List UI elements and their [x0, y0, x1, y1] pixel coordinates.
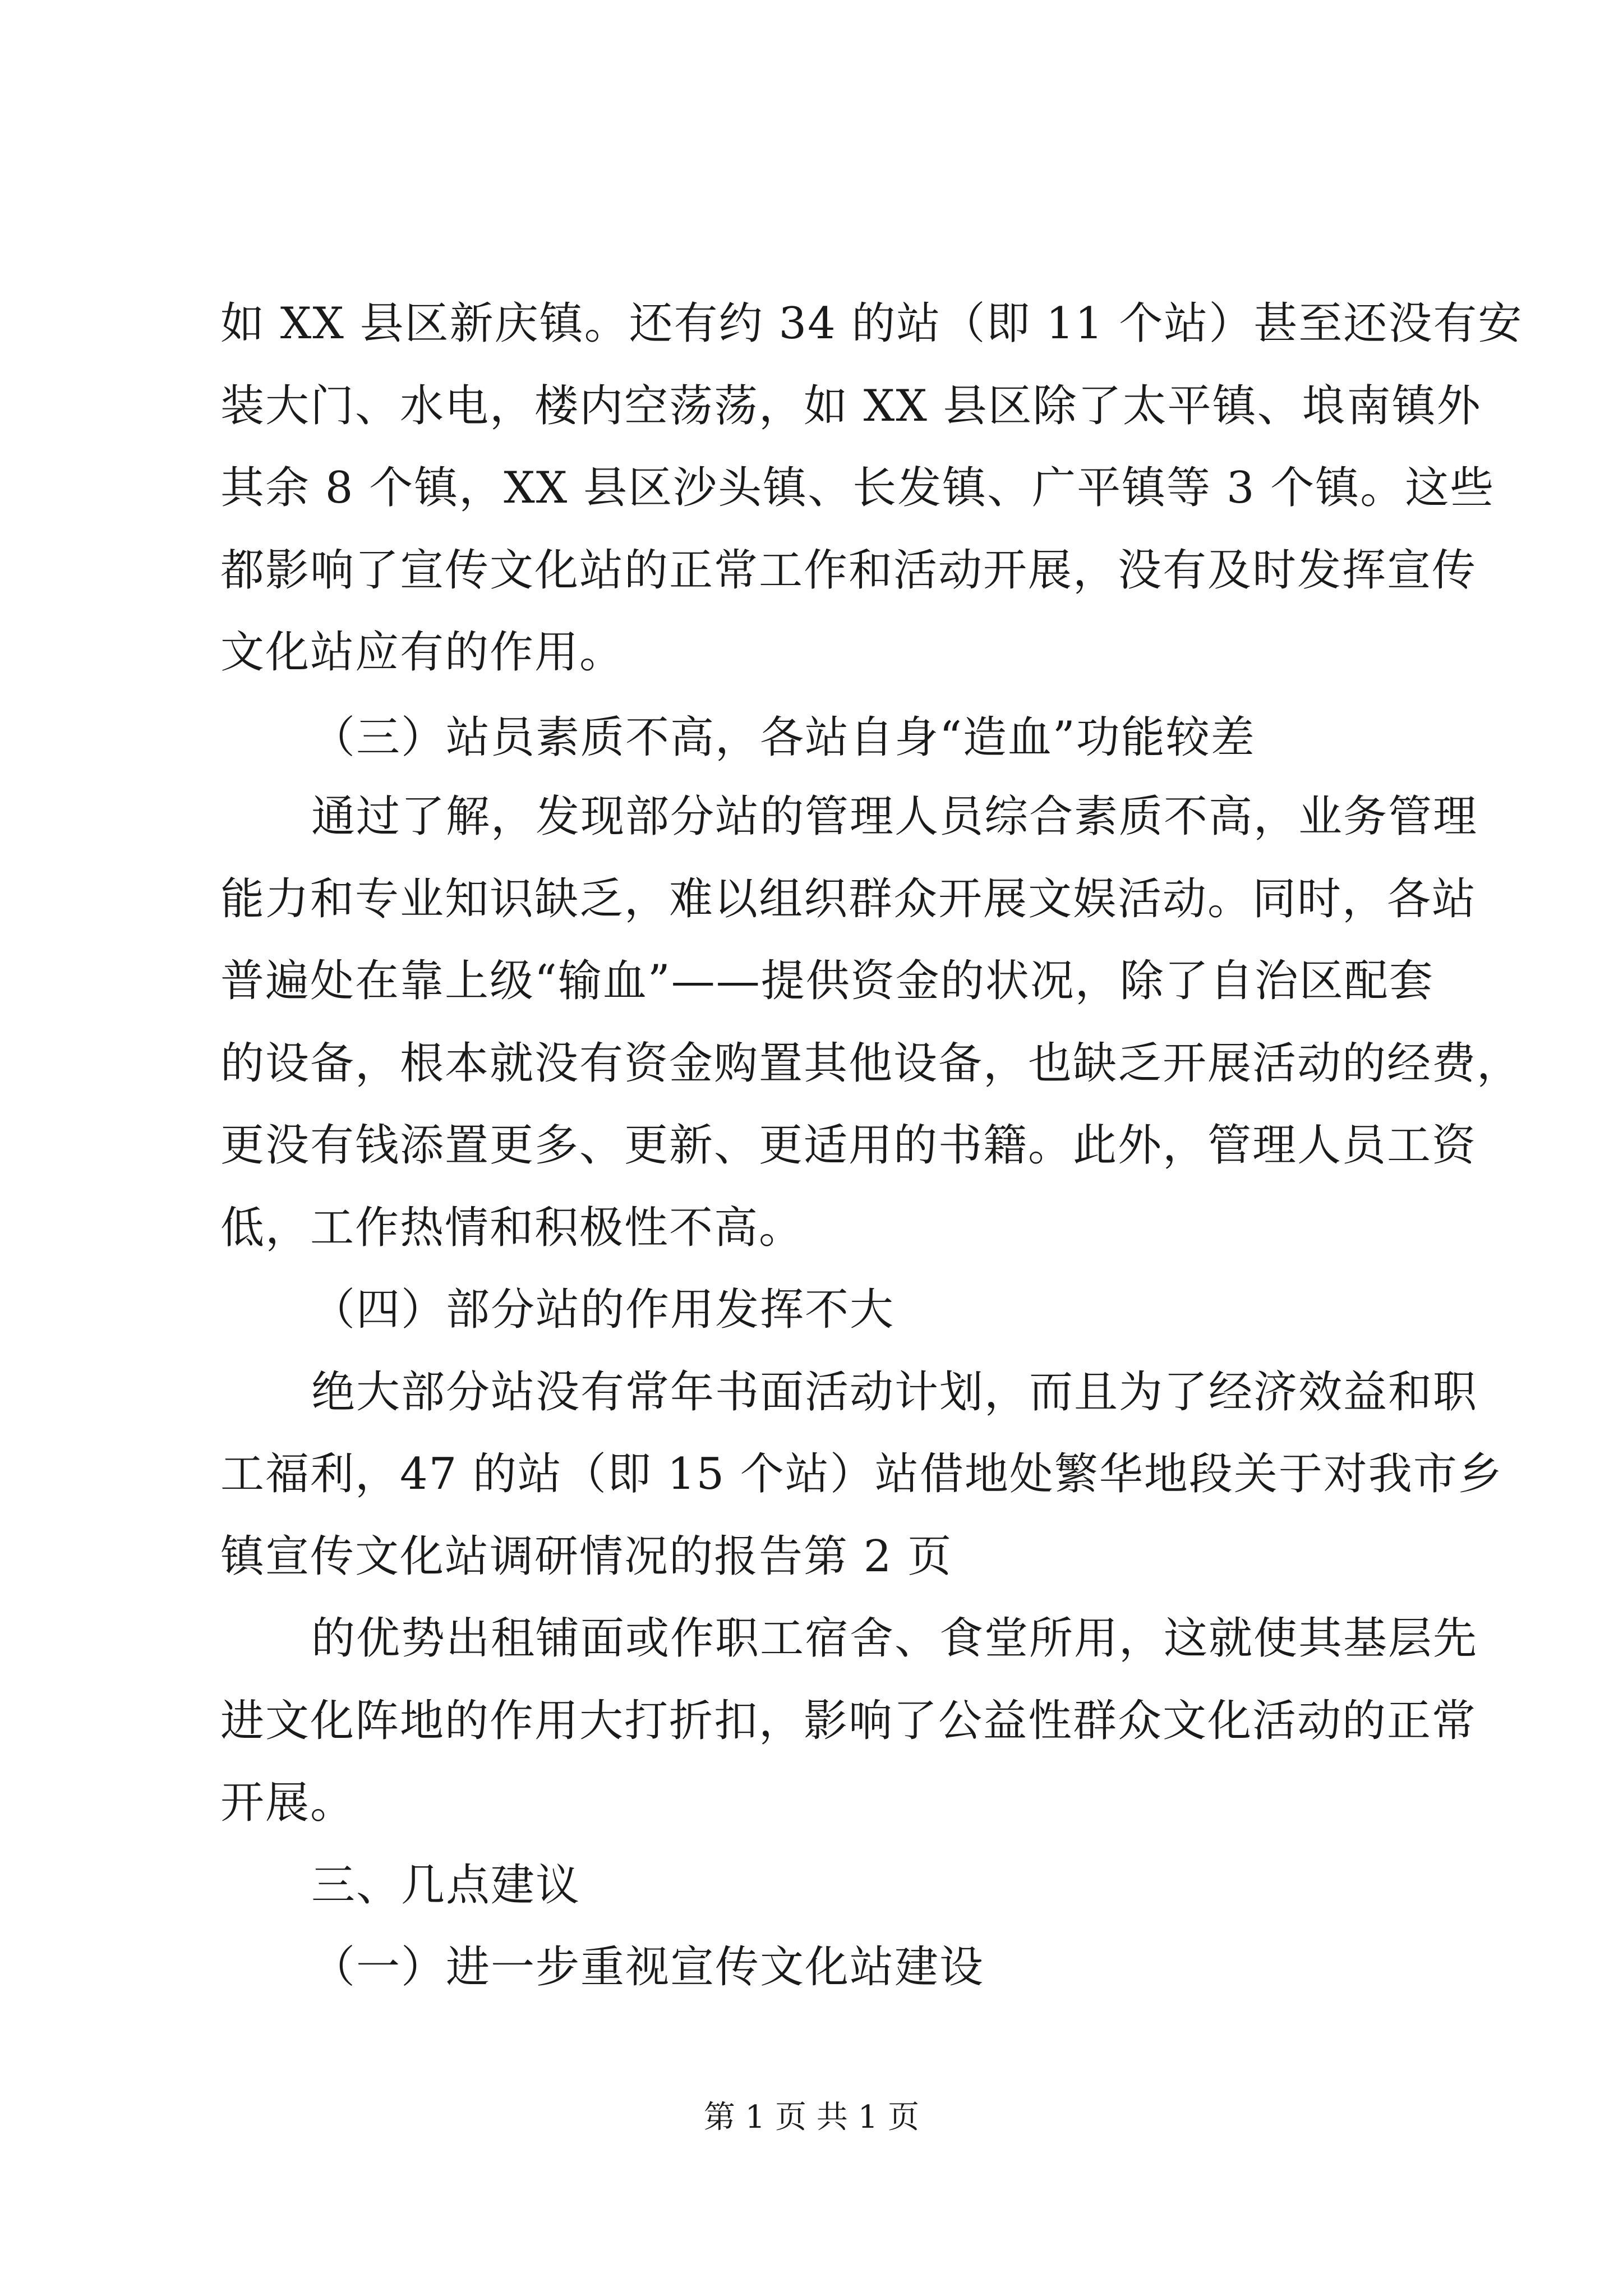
page-footer: 第 1 页 共 1 页: [703, 2099, 920, 2136]
body-text-line: 都影响了宣传文化站的正常工作和活动开展，没有及时发挥宣传: [220, 545, 1477, 596]
body-text-line: 低，工作热情和积极性不高。: [220, 1203, 804, 1253]
body-text-line: 如 XX 县区新庆镇。还有约 34 的站（即 11 个站）甚至还没有安: [220, 298, 1523, 349]
section-heading: （三）站员素质不高，各站自身“造血”功能较差: [311, 712, 1256, 763]
body-text-line: 普遍处在靠上级“输血”——提供资金的状况，除了自治区配套: [220, 956, 1434, 1006]
body-text-line: 的优势出租铺面或作职工宿舍、食堂所用，这就使其基层先: [311, 1613, 1478, 1664]
body-text-line: 开展。: [220, 1778, 356, 1828]
body-text-line: 通过了解，发现部分站的管理人员综合素质不高，业务管理: [311, 792, 1478, 842]
body-text-line: 能力和专业知识缺乏，难以组织群众开展文娱活动。同时，各站: [220, 874, 1477, 924]
body-text-line: 其余 8 个镇，XX 县区沙头镇、长发镇、广平镇等 3 个镇。这些: [220, 463, 1495, 513]
body-text-line: 装大门、水电，楼内空荡荡，如 XX 县区除了太平镇、埌南镇外: [220, 381, 1482, 431]
body-text-line: 镇宣传文化站调研情况的报告第 2 页: [220, 1531, 953, 1582]
body-text-line: 绝大部分站没有常年书面活动计划，而且为了经济效益和职: [311, 1367, 1478, 1418]
section-heading: （一）进一步重视宣传文化站建设: [311, 1942, 985, 1993]
section-heading: 三、几点建议: [311, 1860, 581, 1911]
section-heading: （四）部分站的作用发挥不大: [311, 1285, 895, 1335]
body-text-line: 文化站应有的作用。: [220, 627, 625, 678]
body-text-line: 更没有钱添置更多、更新、更适用的书籍。此外，管理人员工资: [220, 1120, 1477, 1171]
body-text-line: 的设备，根本就没有资金购置其他设备，也缺乏开展活动的经费，: [220, 1038, 1522, 1089]
body-text-line: 工福利，47 的站（即 15 个站）站借地处繁华地段关于对我市乡: [220, 1449, 1503, 1499]
body-text-line: 进文化阵地的作用大打折扣，影响了公益性群众文化活动的正常: [220, 1696, 1477, 1746]
